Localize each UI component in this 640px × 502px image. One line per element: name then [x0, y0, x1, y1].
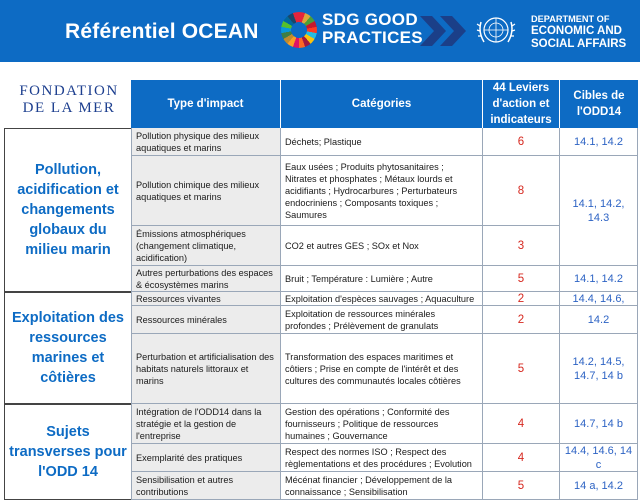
table-row-leviers: 2 [483, 292, 560, 306]
sdg-line-2: PRACTICES [322, 28, 423, 47]
table-row-cibles: 14.7, 14 b [560, 404, 638, 444]
logo-line-1: FONDATION [19, 83, 119, 99]
table-row-leviers: 5 [483, 472, 560, 500]
logo-line-2: DE LA MER [22, 100, 116, 116]
table-row-categories: CO2 et autres GES ; SOx et Nox [281, 226, 483, 266]
table-row-cibles: 14 a, 14.2 [560, 472, 638, 500]
page-title: Référentiel OCEAN [65, 20, 259, 43]
table-row-type: Exemplarité des pratiques [131, 444, 281, 472]
table-row-leviers: 5 [483, 334, 560, 404]
table-row-type: Perturbation et artificialisation des habitats naturels littoraux et marins [131, 334, 281, 404]
table-row-categories: Respect des normes ISO ; Respect des règlementations et des procédures ; Evolution [281, 444, 483, 472]
header-banner [0, 0, 640, 62]
section-exploitation: Exploitation des ressources marines et côtières [4, 292, 131, 404]
table-row-type: Pollution physique des milieux aquatiques et marins [131, 128, 281, 156]
fondation-de-la-mer-logo [10, 83, 128, 123]
table-row-type: Sensibilisation et autres contributions [131, 472, 281, 500]
table-row-type: Autres perturbations des espaces & écosystèmes marins [131, 266, 281, 292]
sdg-line-1: SDG GOOD [322, 10, 418, 29]
table-row-leviers: 8 [483, 156, 560, 226]
sdg-good-practices-label [322, 11, 423, 47]
table-row-categories: Transformation des espaces maritimes et côtiers ; Prise en compte de l'intérêt et des cultures des communautés locales côtières [281, 334, 483, 404]
table-row-cibles: 14.1, 14.2, 14.3 [560, 156, 638, 266]
table-row-leviers: 4 [483, 444, 560, 472]
desa-line-2: ECONOMIC AND [531, 25, 622, 37]
table-row-categories: Mécénat financier ; Développement de la connaissance ; Sensibilisation [281, 472, 483, 500]
table-row-leviers: 4 [483, 404, 560, 444]
un-emblem-icon [476, 12, 516, 50]
header-categories: Catégories [281, 80, 483, 128]
table-row-cibles: 14.2, 14.5, 14.7, 14 b [560, 334, 638, 404]
table-row-categories: Exploitation d'espèces sauvages ; Aquaculture [281, 292, 483, 306]
sdg-wheel-icon [281, 12, 317, 48]
table-row-cibles: 14.4, 14.6, [560, 292, 638, 306]
table-row-type: Ressources vivantes [131, 292, 281, 306]
table-row-leviers: 2 [483, 306, 560, 334]
table-row-categories: Gestion des opérations ; Conformité des fournisseurs ; Politique de ressources humaines ; Gouvernance [281, 404, 483, 444]
table-row-categories: Déchets; Plastique [281, 128, 483, 156]
table-row-categories: Eaux usées ; Produits phytosanitaires ; Nitrates et phosphates ; Métaux lourds et acidifiants ; Hydrocarbures ; Perturbateurs endocriniens ; Composants toxiques ; Saumures [281, 156, 483, 226]
table-row-cibles: 14.2 [560, 306, 638, 334]
desa-line-1: DEPARTMENT OF [531, 14, 610, 24]
table-row-cibles: 14.1, 14.2 [560, 128, 638, 156]
table-row-cibles: 14.4, 14.6, 14 c [560, 444, 638, 472]
header-cibles: Cibles de l'ODD14 [560, 80, 638, 128]
table-row-type: Intégration de l'ODD14 dans la stratégie et la gestion de l'entreprise [131, 404, 281, 444]
desa-line-3: SOCIAL AFFAIRS [531, 38, 627, 50]
table-row-categories: Bruit ; Température : Lumière ; Autre [281, 266, 483, 292]
header-type-impact: Type d'impact [131, 80, 281, 128]
section-pollution: Pollution, acidification et changements globaux du milieu marin [4, 128, 131, 292]
table-row-leviers: 3 [483, 226, 560, 266]
table-row-leviers: 5 [483, 266, 560, 292]
chevrons-icon [420, 16, 470, 46]
desa-label [531, 13, 626, 51]
section-transverses: Sujets transverses pour l'ODD 14 [4, 404, 131, 500]
table-row-categories: Exploitation de ressources minérales profondes ; Prélèvement de granulats [281, 306, 483, 334]
header-leviers: 44 Leviers d'action et indicateurs [483, 80, 560, 128]
table-row-type: Pollution chimique des milieux aquatiques et marins [131, 156, 281, 226]
table-row-type: Émissions atmosphériques (changement climatique, acidification) [131, 226, 281, 266]
table-row-type: Ressources minérales [131, 306, 281, 334]
table-row-leviers: 6 [483, 128, 560, 156]
table-row-cibles: 14.1, 14.2 [560, 266, 638, 292]
